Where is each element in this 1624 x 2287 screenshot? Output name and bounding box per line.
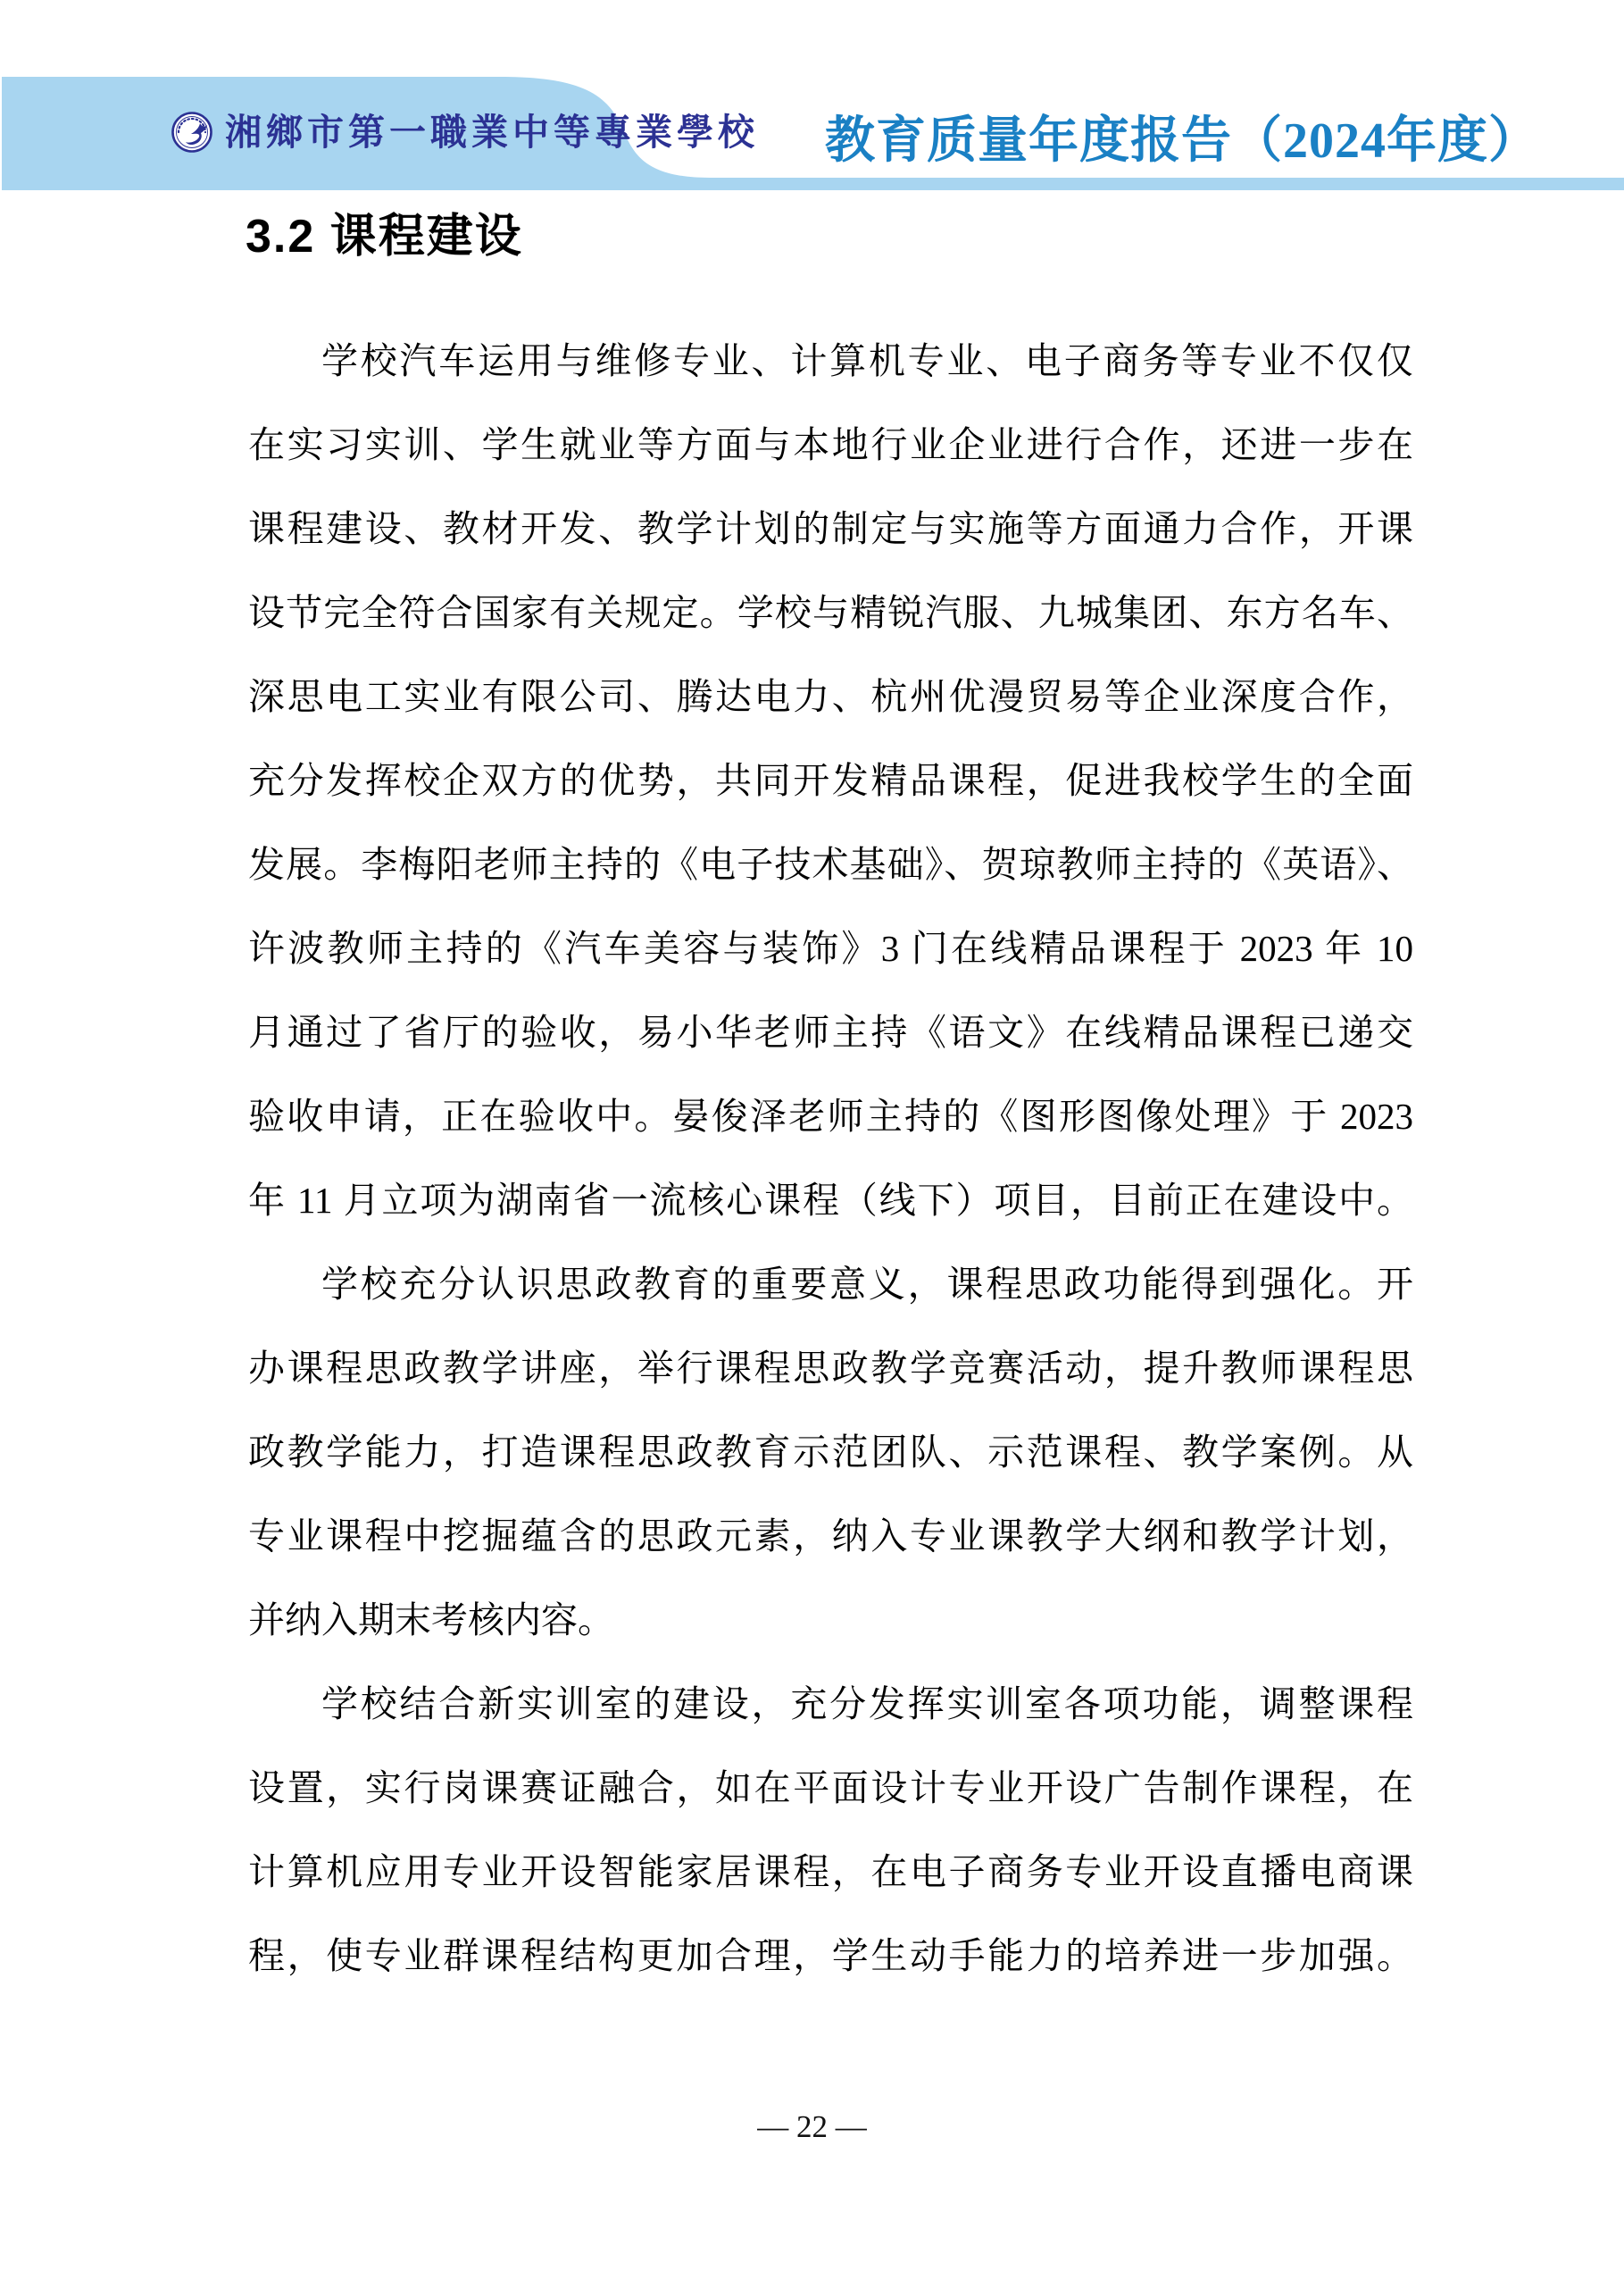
paragraph-line: 计算机应用专业开设智能家居课程，在电子商务专业开设直播电商课: [248, 1851, 1413, 1892]
paragraph-line: 设节完全符合国家有关规定。学校与精锐汽服、九城集团、东方名车、: [248, 592, 1413, 633]
paragraph-line: 充分发挥校企双方的优势，共同开发精品课程，促进我校学生的全面: [248, 760, 1413, 801]
paragraph-line: 发展。李梅阳老师主持的《电子技术基础》、贺琼教师主持的《英语》、: [248, 844, 1413, 885]
paragraph-line: 深思电工实业有限公司、腾达电力、杭州优漫贸易等企业深度合作，: [248, 676, 1413, 717]
report-title: 教育质量年度报告（2024年度）: [825, 113, 1539, 169]
paragraph-line: 学校结合新实训室的建设，充分发挥实训室各项功能，调整课程: [321, 1683, 1413, 1724]
paragraph-line: 学校汽车运用与维修专业、计算机专业、电子商务等专业不仅仅: [321, 340, 1413, 381]
page-number: — 22 —: [757, 2109, 867, 2144]
paragraph-line: 在实习实训、学生就业等方面与本地行业企业进行合作，还进一步在: [248, 424, 1413, 465]
paragraph-line: 程，使专业群课程结构更加合理，学生动手能力的培养进一步加强。: [248, 1935, 1413, 1976]
school-seal-swan-icon: [171, 111, 213, 154]
paragraph-line: 年 11 月立项为湖南省一流核心课程（线下）项目，目前正在建设中。: [248, 1180, 1413, 1221]
paragraph-line: 验收申请，正在验收中。晏俊泽老师主持的《图形图像处理》于 2023: [248, 1096, 1413, 1137]
paragraph-line: 设置，实行岗课赛证融合，如在平面设计专业开设广告制作课程，在: [248, 1767, 1413, 1808]
paragraph-line: 学校充分认识思政教育的重要意义，课程思政功能得到强化。开: [321, 1264, 1413, 1305]
section-heading: 3.2 课程建设: [246, 211, 523, 263]
paragraph-line: 并纳入期末考核内容。: [248, 1599, 614, 1640]
paragraph-line: 课程建设、教材开发、教学计划的制定与实施等方面通力合作，开课: [248, 508, 1413, 549]
paragraph-line: 办课程思政教学讲座，举行课程思政教学竞赛活动，提升教师课程思: [248, 1348, 1413, 1389]
paragraph-line: 政教学能力，打造课程思政教育示范团队、示范课程、教学案例。从: [248, 1431, 1413, 1473]
paragraph-line: 许波教师主持的《汽车美容与装饰》3 门在线精品课程于 2023 年 10: [248, 928, 1413, 969]
school-name: 湘鄉市第一職業中等專業學校: [225, 112, 759, 153]
paragraph-line: 月通过了省厅的验收，易小华老师主持《语文》在线精品课程已递交: [248, 1012, 1413, 1053]
paragraph-line: 专业课程中挖掘蕴含的思政元素，纳入专业课教学大纲和教学计划，: [248, 1515, 1413, 1557]
body-text: [248, 319, 1413, 1998]
